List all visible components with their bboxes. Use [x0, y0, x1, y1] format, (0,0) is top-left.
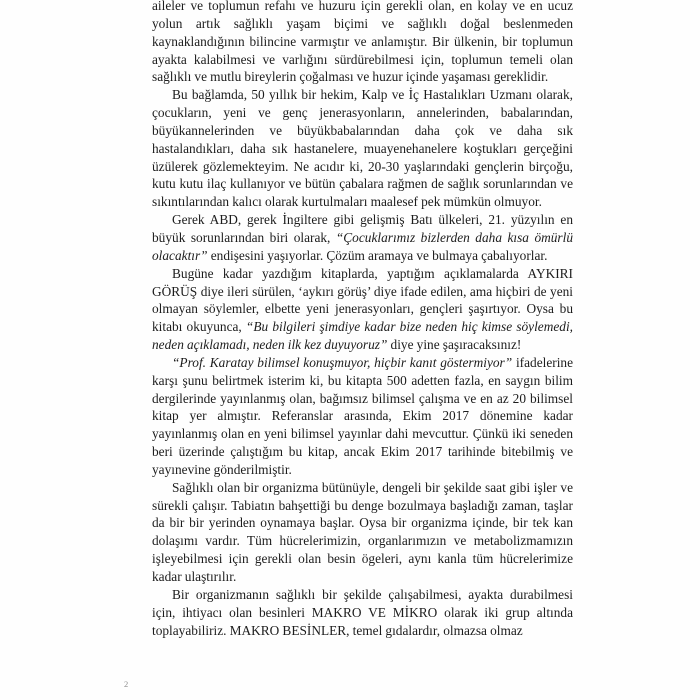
paragraph — [152, 479, 573, 586]
paragraph — [152, 354, 573, 479]
paragraph — [152, 86, 573, 211]
body-text: Sağlıklı olan bir organizma bütünüyle, dengeli bir şekilde saat gibi işler ve sürekli çalışır. Tabiatın bahşettiği bu denge bozulmaya başladığı zaman, taşlar da bir bir yerinden oynamaya başlar. Oysa bir organizma içinde, bir tek kan dolaşımı vardır. Tüm hücrelerimizin, organlarımızın ve metabolizmamızın işleyebilmesi için gerekli olan besin ögeleri, aynı kanla tüm hücrelerimize kadar ulaştırılır. — [152, 479, 573, 584]
paragraph — [152, 265, 573, 354]
body-text: Bugüne kadar yazdığım kitaplarda, yaptığım açıklamalarda AYKIRI GÖRÜŞ diye ileri sürülen, ‘aykırı görüş’ diye ifade edilen, ama hiçbiri de yeni olmayan söylemler, elbette yeni jenerasyonları, gençleri şaşırtıyor. Oysa bu kitabı okuyunca, — [152, 265, 573, 335]
body-text: endişesini yaşıyorlar. Çözüm aramaya ve bulmaya çabalıyorlar. — [207, 247, 548, 263]
body-text: diye yine şaşıracaksınız! — [387, 337, 522, 353]
quoted-italic-text: “Çocuklarımız bizlerden daha kısa ömürlü olacaktır” — [152, 229, 573, 263]
body-text: aileler ve toplumun refahı ve huzuru için gerekli olan, en kolay ve en ucuz yolun artık sağlıklı yaşam biçimi ve sağlıklı doğal beslenmeden kaynaklandığının bilincine varmıştır ve anlamıştır. Bir ülkenin, bir toplumun ayakta kalabilmesi ve varlığını sürdürebilmesi için, toplumun temeli olan sağlıklı ve mutlu bireylerin çoğalması ve huzur içinde yaşaması gereklidir. — [152, 0, 573, 85]
page-number: 2 — [124, 679, 129, 689]
body-text: Gerek ABD, gerek İngiltere gibi gelişmiş Batı ülkeleri, 21. yüzyılın en büyük sorunlarından biri olarak, — [152, 212, 573, 245]
body-text-column — [152, 0, 573, 639]
body-text: Bir organizmanın sağlıklı bir şekilde çalışabilmesi, ayakta durabilmesi için, ihtiyacı olan besinleri MAKRO VE MİKRO olarak iki grup altında toplayabiliriz. MAKRO BESİNLER, temel gıdalardır, olmazsa olmaz — [152, 586, 573, 638]
body-text: ifadelerine karşı şunu belirtmek isterim ki, bu kitapta 500 adetten fazla, en saygın bilim dergilerinde yayınlanmış olan, bağımsız bilimsel çalışma ve en az 20 bilimsel kitap yer almıştır. Referanslar arasında, Ekim 2017 dönemine kadar yayınlanmış olan en yeni bilimsel yayınlar dahi mevcuttur. Çünkü iki seneden beri üzerinde çalıştığım bu kitap, ancak Ekim 2017 tarihinde bitebilmiş ve yayınevine gönderilmiştir. — [152, 354, 573, 477]
quoted-italic-text: “Prof. Karatay bilimsel konuşmuyor, hiçbir kanıt göstermiyor” — [172, 354, 513, 370]
paragraph — [152, 211, 573, 265]
quoted-italic-text: “Bu bilgileri şimdiye kadar bize neden hiç kimse söylemedi, neden açıklamadı, neden ilk kez duyuyoruz” — [152, 319, 574, 353]
body-text: Bu bağlamda, 50 yıllık bir hekim, Kalp ve İç Hastalıkları Uzmanı olarak, çocukların, yeni ve genç jenerasyonların, annelerinden, babalarından, büyükannelerinden ve büyükbabalarından daha çok ve daha sık hastalandıkları, daha sık hastanelere, muayenehanelere koştukları gerçeğini üzülerek gözlemekteyim. Ne acıdır ki, 20-30 yaşlarındaki gençlerin birçoğu, kutu kutu ilaç kullanıyor ve bütün çabalara rağmen de sağlık sorunlarından ve sıkıntılarından kalıcı olarak kurtulmaları maalesef pek mümkün olmuyor. — [152, 87, 573, 210]
paragraph — [152, 586, 573, 640]
paragraph — [152, 0, 573, 86]
